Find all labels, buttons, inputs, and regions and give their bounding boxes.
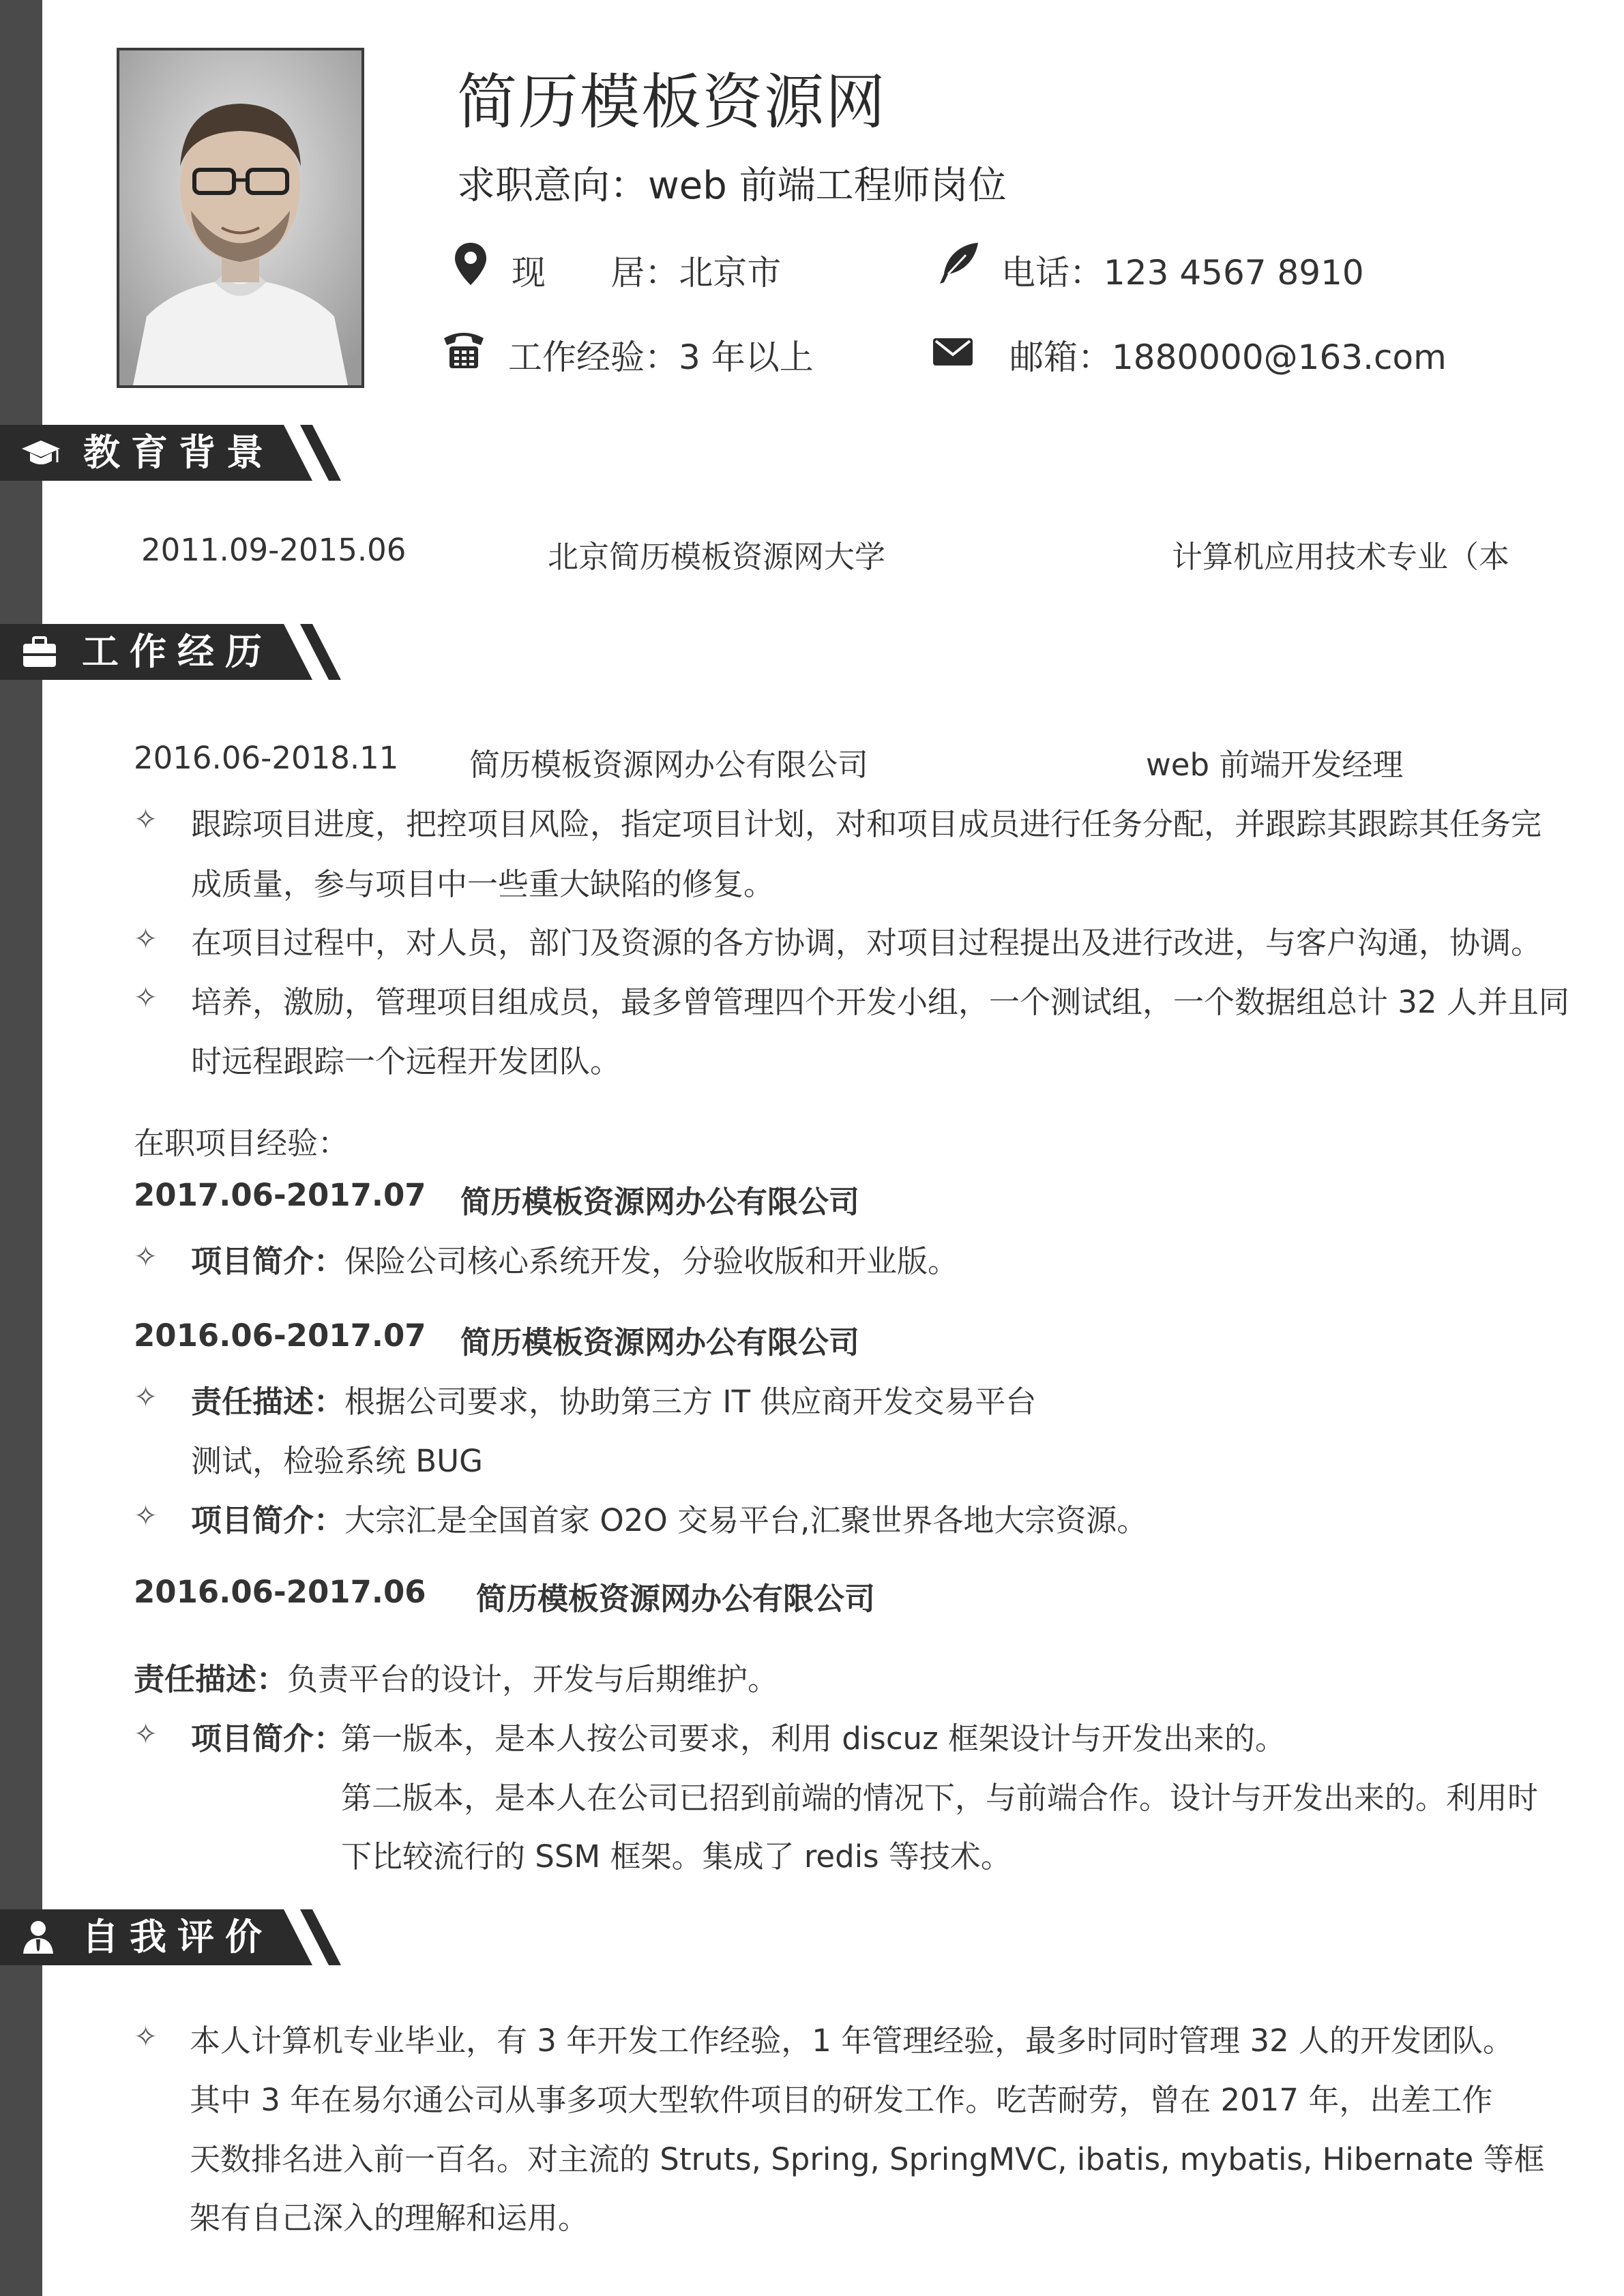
section-title-work: 工作经历: [82, 630, 273, 673]
section-title-education: 教育背景: [83, 431, 274, 474]
map-pin-icon: [447, 240, 494, 288]
work-bullet-3-line-1: 培养，激励，管理项目组成员，最多曾管理四个开发小组，一个测试组，一个数据组总计 32 人并且同: [191, 984, 1569, 1020]
projects-heading: 在职项目经验：: [134, 1125, 349, 1161]
bullet-icon: ✧: [134, 2020, 158, 2053]
bullet-icon: ✧: [134, 1499, 158, 1532]
envelope-icon: [929, 327, 977, 375]
work-company: 简历模板资源网办公有限公司: [469, 747, 869, 783]
bullet-icon: ✧: [134, 803, 158, 836]
education-major: 计算机应用技术专业（本: [1172, 539, 1510, 575]
section-stripe-decoration: [270, 624, 341, 680]
project-1-period: 2017.06-2017.07: [134, 1177, 426, 1213]
work-bullet-1-line-2: 成质量，参与项目中一些重大缺陷的修复。: [191, 866, 775, 902]
feather-icon: [934, 240, 982, 288]
bullet-icon: ✧: [134, 1240, 158, 1273]
education-period: 2011.09-2015.06: [141, 532, 407, 568]
self-eval-line-3: 天数排名进入前一百名。对主流的 Struts, Spring, SpringMVC, ibatis, mybatis, Hibernate 等框: [190, 2141, 1545, 2177]
education-school: 北京简历模板资源网大学: [548, 539, 886, 575]
bullet-icon: ✧: [134, 922, 158, 955]
telephone-icon: [440, 326, 488, 374]
project-3-intro-label: 项目简介：: [191, 1720, 345, 1757]
project-2-period: 2016.06-2017.07: [134, 1317, 426, 1354]
project-2-duty-line-1: [191, 1377, 1036, 1421]
profile-photo: [117, 48, 364, 388]
project-1-intro-text: 保险公司核心系统开发，分验收版和开业版。: [344, 1243, 959, 1279]
project-3-duty-text: 负责平台的设计，开发与后期维护。: [287, 1661, 779, 1697]
section-header-education: [0, 425, 341, 481]
project-2-duty-text: 根据公司要求，协助第三方 IT 供应商开发交易平台: [344, 1384, 1037, 1420]
project-3-intro-line-2: 第二版本，是本人在公司已招到前端的情况下，与前端合作。设计与开发出来的。利用时: [341, 1780, 1539, 1816]
project-2-duty-line-2: 测试，检验系统 BUG: [191, 1443, 483, 1479]
bullet-icon: ✧: [134, 981, 158, 1014]
project-3-intro-line-1: 第一版本，是本人按公司要求，利用 discuz 框架设计与开发出来的。: [341, 1720, 1286, 1757]
project-3-period: 2016.06-2017.06: [134, 1574, 426, 1610]
email-text: 邮箱：1880000@163.com: [1009, 338, 1447, 377]
self-eval-line-4: 架有自己深入的理解和运用。: [190, 2200, 589, 2236]
project-1-company: 简历模板资源网办公有限公司: [460, 1184, 860, 1220]
graduation-cap-icon: [22, 435, 60, 471]
self-eval-line-1: 本人计算机专业毕业，有 3 年开发工作经验，1 年管理经验，最多时同时管理 32 人的开发团队。: [190, 2023, 1514, 2059]
project-3-company: 简历模板资源网办公有限公司: [476, 1581, 876, 1617]
project-2-intro-text: 大宗汇是全国首家 O2O 交易平台,汇聚世界各地大宗资源。: [344, 1502, 1148, 1538]
phone-text: 电话：123 4567 8910: [1001, 253, 1364, 293]
work-bullet-1-line-1: 跟踪项目进度，把控项目风险，指定项目计划，对和项目成员进行任务分配，并跟踪其跟踪其任务完: [191, 806, 1542, 842]
project-1-intro: [191, 1236, 958, 1281]
section-stripe-decoration: [270, 1909, 341, 1965]
section-title-self: 自我评价: [82, 1915, 273, 1958]
project-2-company: 简历模板资源网办公有限公司: [460, 1324, 860, 1360]
section-header-self: [0, 1909, 341, 1965]
project-3-intro-line-3: 下比较流行的 SSM 框架。集成了 redis 等技术。: [341, 1838, 1012, 1875]
project-1-intro-label: 项目简介：: [191, 1243, 345, 1279]
project-2-intro-label: 项目简介：: [191, 1502, 345, 1538]
person-icon: [19, 1920, 57, 1955]
job-intent: 求职意向：web 前端工程师岗位: [457, 164, 1007, 208]
project-2-intro: [191, 1495, 1147, 1540]
bullet-icon: ✧: [134, 1717, 158, 1750]
work-bullet-2-line-1: 在项目过程中，对人员，部门及资源的各方协调，对项目过程提出及进行改进，与客户沟通，协调。: [191, 925, 1542, 961]
work-position: web 前端开发经理: [1146, 747, 1404, 783]
section-header-work: [0, 624, 341, 680]
section-stripe-decoration: [270, 425, 341, 481]
work-bullet-3-line-2: 时远程跟踪一个远程开发团队。: [191, 1043, 621, 1079]
project-3-duty-label: 责任描述：: [134, 1661, 288, 1697]
bullet-icon: ✧: [134, 1380, 158, 1414]
self-eval-line-2: 其中 3 年在易尔通公司从事多项大型软件项目的研发工作。吃苦耐劳，曾在 2017 年，出差工作: [190, 2082, 1493, 2118]
experience-text: 工作经验：3 年以上: [508, 338, 814, 377]
project-2-duty-label: 责任描述：: [191, 1384, 345, 1420]
residence-text: 现 居：北京市: [512, 253, 782, 293]
briefcase-icon: [20, 634, 59, 670]
candidate-name: 简历模板资源网: [457, 67, 887, 137]
work-period: 2016.06-2018.11: [134, 740, 399, 776]
project-3-duty: [134, 1654, 778, 1699]
